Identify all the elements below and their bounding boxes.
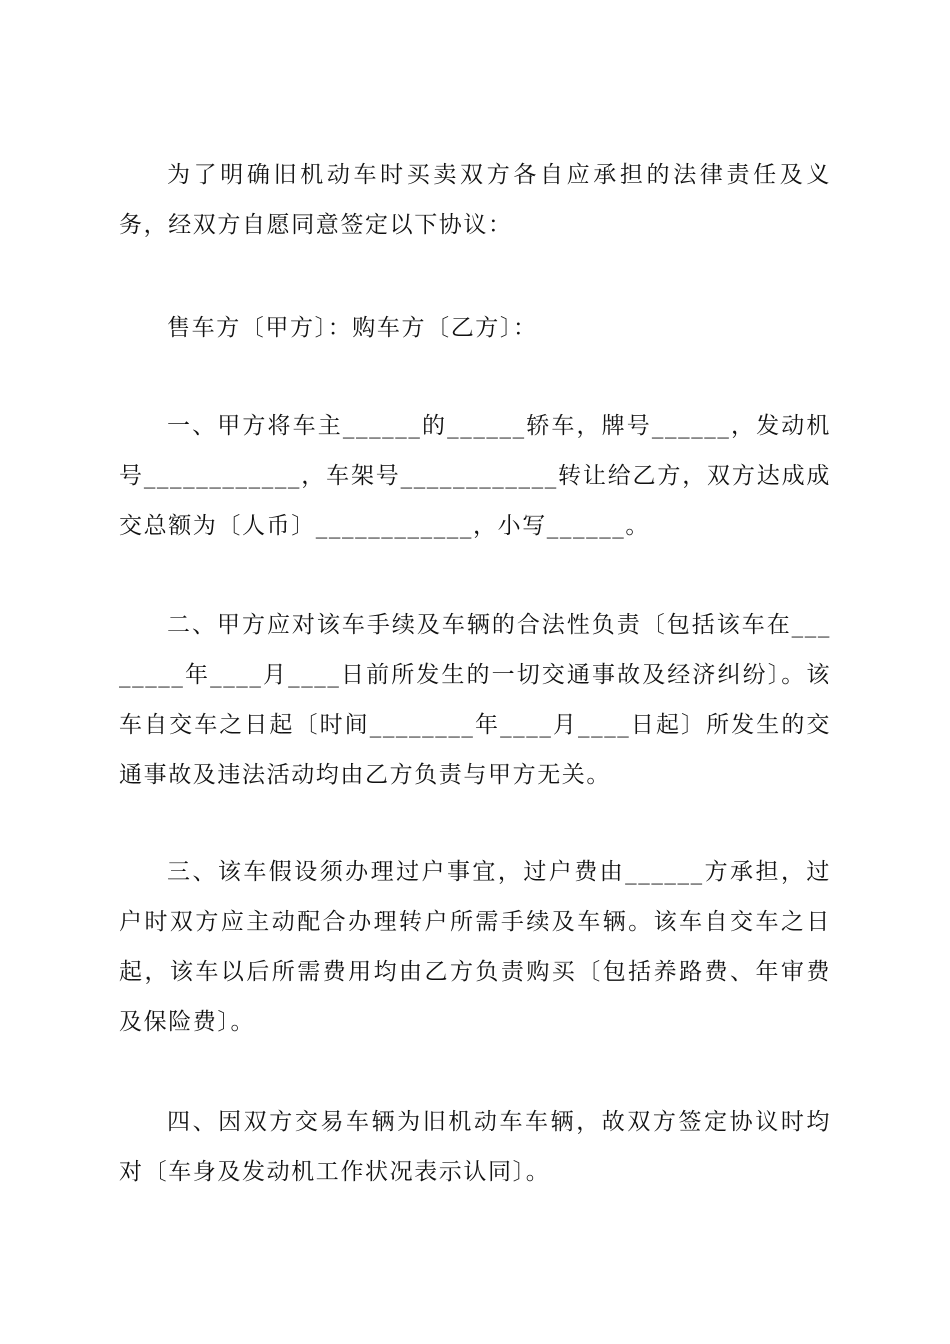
clause-3-paragraph: 三、该车假设须办理过户事宜，过户费由______方承担，过户时双方应主动配合办理转户所需手续及车辆。该车自交车之日起，该车以后所需费用均由乙方负责购买〔包括养路费、年审费及保险费〕。 xyxy=(119,859,831,1035)
clause-2-paragraph: 二、甲方应对该车手续及车辆的合法性负责〔包括该车在________年____月____日前所发生的一切交通事故及经济纠纷〕。该车自交车之日起〔时间________年____月____日起〕所发生的交通事故及违法活动均由乙方负责与甲方无关。 xyxy=(119,612,831,788)
clause-1-paragraph: 一、甲方将车主______的______轿车，牌号______，发动机号____________，车架号____________转让给乙方，双方达成成交总额为〔人币〕____________，小写______。 xyxy=(119,413,831,539)
intro-paragraph: 为了明确旧机动车时买卖双方各自应承担的法律责任及义务，经双方自愿同意签定以下协议： xyxy=(119,162,831,238)
clause-4-paragraph: 四、因双方交易车辆为旧机动车车辆，故双方签定协议时均对〔车身及发动机工作状况表示认同〕。 xyxy=(119,1109,831,1185)
parties-paragraph: 售车方〔甲方〕：购车方〔乙方〕： xyxy=(167,315,538,341)
